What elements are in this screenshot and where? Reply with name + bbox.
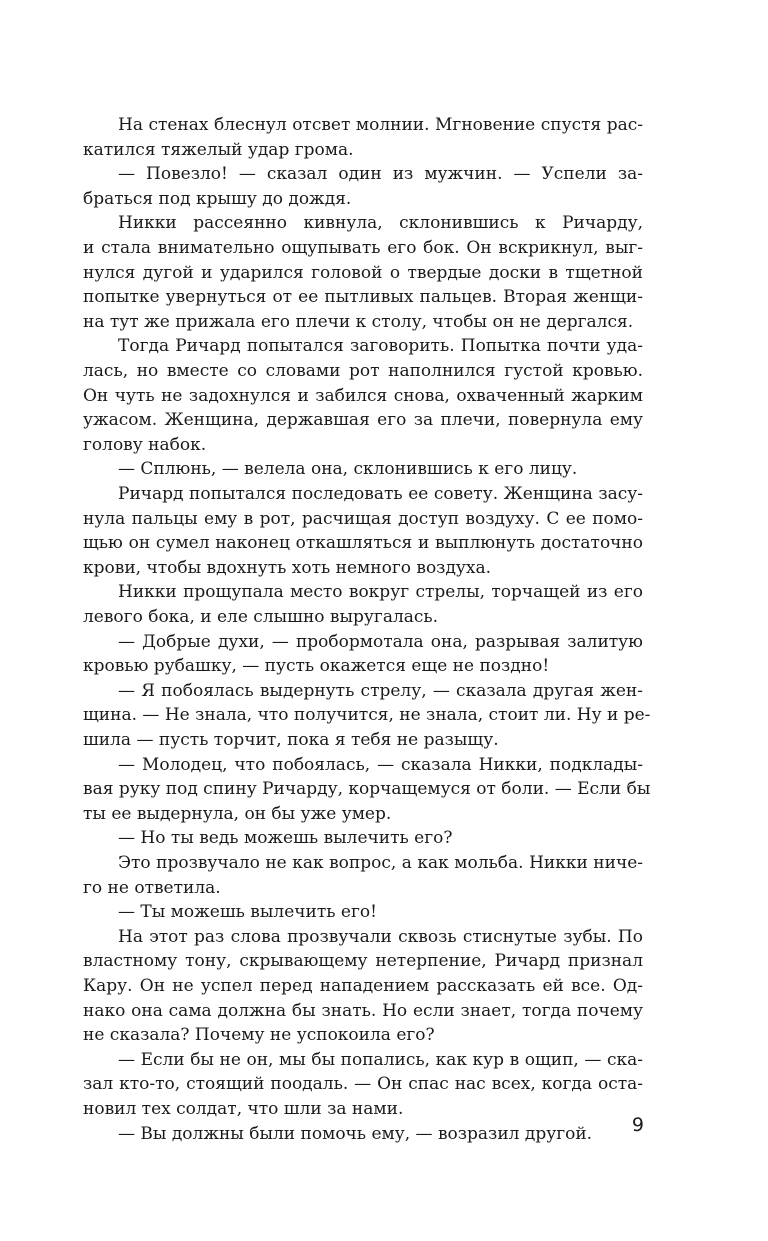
text-line: и стала внимательно ощупывать его бок. Он вскрикнул, выг- (83, 238, 643, 258)
text-line: — Молодец, что побоялась, — сказала Никки, подклады- (118, 754, 643, 775)
text-line: щина. — Не знала, что получится, не знала, стоит ли. Ну и ре- (83, 705, 651, 726)
text-line: попытке увернуться от ее пытливых пальцев. Вторая женщи- (83, 287, 643, 308)
text-line: нако она сама должна бы знать. Но если знает, тогда почему (83, 1000, 643, 1021)
text-line: — Вы должны были помочь ему, — возразил другой. (118, 1123, 593, 1144)
text-line: нулся дугой и ударился головой о твердые доски в тщетной (83, 262, 643, 283)
text-line: На этот раз слова прозвучали сквозь стиснутые зубы. По (118, 926, 643, 947)
text-line: кровью рубашку, — пусть окажется еще не поздно! (83, 656, 550, 677)
text-line: — Сплюнь, — велела она, склонившись к его лицу. (118, 459, 578, 480)
text-line: голову набок. (83, 434, 207, 455)
text-line: На стенах блеснул отсвет молнии. Мгновение спустя рас- (118, 115, 643, 135)
text-line: — Если бы не он, мы бы попались, как кур в ощип, — ска- (118, 1049, 643, 1070)
text-line: го не ответила. (83, 877, 221, 898)
text-line: на тут же прижала его плечи к столу, чтобы он не дергался. (83, 311, 634, 332)
text-line: вая руку под спину Ричарду, корчащемуся от боли. — Если бы (83, 779, 651, 800)
text-line: ты ее выдернула, он бы уже умер. (83, 803, 392, 824)
page-number: 9 (631, 1114, 644, 1136)
text-line: — Но ты ведь можешь вылечить его? (118, 828, 453, 849)
text-line: браться под крышу до дождя. (83, 188, 352, 209)
text-line: шила — пусть торчит, пока я тебя не разыщу. (83, 730, 499, 750)
text-line: зал кто-то, стоящий поодаль. — Он спас нас всех, когда оста- (83, 1074, 643, 1095)
text-line: крови, чтобы вдохнуть хоть немного воздуха. (83, 557, 492, 578)
text-line: Ричард попытался последовать ее совету. Женщина засу- (118, 484, 643, 504)
text-line: Никки прощупала место вокруг стрелы, торчащей из его (118, 582, 643, 603)
text-line: — Повезло! — сказал один из мужчин. — Успели за- (118, 164, 643, 185)
text-line: Тогда Ричард попытался заговорить. Попытка почти уда- (118, 336, 643, 357)
text-line: Кару. Он не успел перед нападением рассказать ей все. Од- (83, 976, 643, 996)
text-line: Никки рассеянно кивнула, склонившись к Ричарду, (118, 213, 643, 234)
text-line: щью он сумел наконец откашляться и выплюнуть достаточно (83, 533, 643, 554)
text-line: левого бока, и еле слышно выругалась. (83, 607, 439, 627)
text-line: ужасом. Женщина, державшая его за плечи, повернула ему (83, 410, 643, 431)
text-line: Он чуть не задохнулся и забился снова, охваченный жарким (83, 385, 643, 406)
text-line: катился тяжелый удар грома. (83, 139, 354, 160)
text-line: — Я побоялась выдернуть стрелу, — сказала другая жен- (118, 680, 643, 701)
text-line: нула пальцы ему в рот, расчищая доступ воздуху. С ее помо- (83, 508, 643, 529)
text-line: Это прозвучало не как вопрос, а как мольба. Никки ниче- (118, 853, 643, 873)
text-line: — Добрые духи, — пробормотала она, разрывая залитую (118, 631, 643, 652)
text-line: властному тону, скрывающему нетерпение, Ричард признал (83, 951, 643, 972)
text-line: — Ты можешь вылечить его! (118, 902, 377, 923)
text-line: лась, но вместе со словами рот наполнился густой кровью. (83, 361, 643, 381)
text-line: не сказала? Почему не успокоила его? (83, 1025, 435, 1046)
text-line: новил тех солдат, что шли за нами. (83, 1099, 404, 1119)
